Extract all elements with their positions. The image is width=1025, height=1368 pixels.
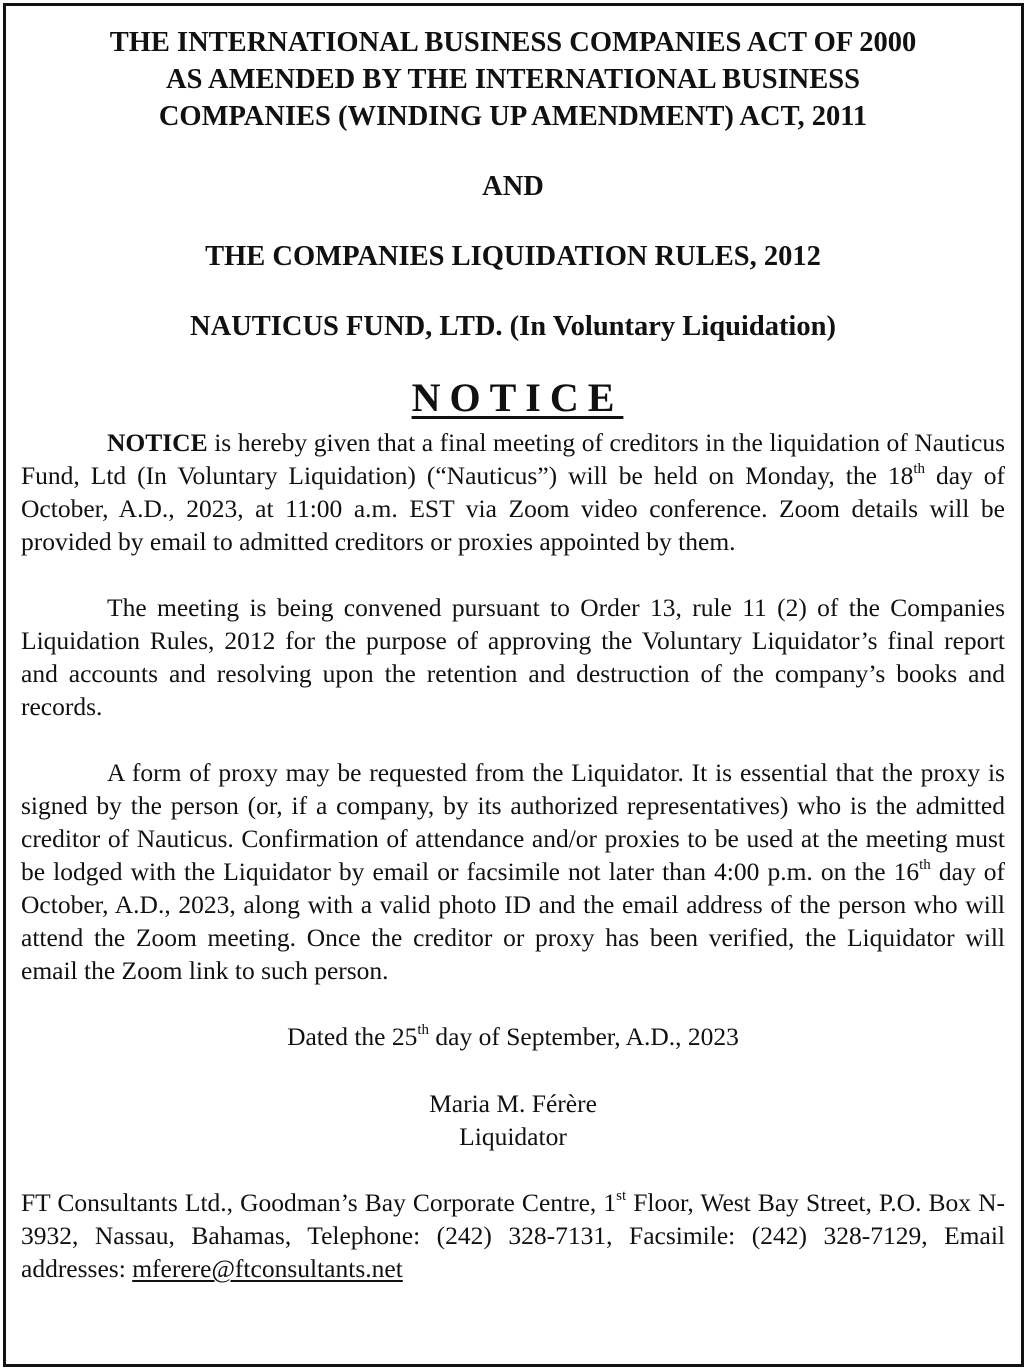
ordinal-suffix: th xyxy=(913,460,926,477)
notice-frame xyxy=(3,3,1024,1367)
act-title-line-3: COMPANIES (WINDING UP AMENDMENT) ACT, 2011 xyxy=(158,101,868,132)
ordinal-suffix: th xyxy=(919,856,931,873)
notice-title xyxy=(21,374,1005,422)
liquidator-name: Maria M. Férère xyxy=(429,1089,597,1118)
fund-heading: NAUTICUS FUND, LTD. (In Voluntary Liquidation) xyxy=(190,311,836,342)
paragraph-proxy xyxy=(21,756,1005,987)
paragraph-meeting-text-b: day of October, A.D., 2023, at 11:00 a.m. EST via Zoom video conference. Zoom details will be provided by email to admitted creditors or proxies appointed by them. xyxy=(21,461,1006,556)
paragraph-proxy-text-b: day of October, A.D., 2023, along with a valid photo ID and the email address of the person who will attend the Zoom meeting. Once the creditor or proxy has been verified, the Liquidator will email the Zoom link to such person. xyxy=(21,857,1006,985)
paragraph-meeting-text-a: is hereby given that a final meeting of creditors in the liquidation of Nauticus Fund, Ltd (In Voluntary Liquidation) (“Nauticus”) will be held on Monday, the 18 xyxy=(21,428,1005,490)
paragraph-purpose: The meeting is being convened pursuant to Order 13, rule 11 (2) of the Companies Liquidation Rules, 2012 for the purpose of approving the Voluntary Liquidator’s final report and accounts and resolving upon the retention and destruction of the company’s books and records. xyxy=(21,593,1005,721)
dated-line xyxy=(21,1020,1005,1053)
notice-title-text: NOTICE xyxy=(411,375,624,420)
dated-text-a: Dated the 25 xyxy=(287,1022,418,1051)
notice-lead-word: NOTICE xyxy=(107,428,208,457)
paragraph-proxy-text-a: A form of proxy may be requested from the Liquidator. It is essential that the proxy is signed by the person (or, if a company, by its authorized representatives) who is the admitted creditor of Nauticus. Confirmation of attendance and/or proxies to be used at the meeting must be lodged with the Liquidator by email or facsimile not later than 4:00 p.m. on the 16 xyxy=(21,758,1005,886)
and-heading: AND xyxy=(482,171,544,202)
liquidator-title: Liquidator xyxy=(459,1122,567,1151)
rules-heading: THE COMPANIES LIQUIDATION RULES, 2012 xyxy=(205,241,821,272)
contact-text-b: Floor, West Bay Street, P.O. Box N-3932, Nassau, Bahamas, Telephone: (242) 328-7131, Facsimile: (242) 328-7129, Email addresses: xyxy=(21,1188,1005,1283)
act-title-block xyxy=(21,24,1005,135)
ordinal-suffix: st xyxy=(616,1187,627,1204)
ordinal-suffix: th xyxy=(417,1021,430,1038)
paragraph-meeting xyxy=(21,426,1005,558)
act-title-line-1: THE INTERNATIONAL BUSINESS COMPANIES ACT OF 2000 xyxy=(109,27,917,58)
email-link[interactable]: mferere@ftconsultants.net xyxy=(132,1254,403,1283)
act-title-line-2: AS AMENDED BY THE INTERNATIONAL BUSINESS xyxy=(166,64,860,95)
contact-text-a: FT Consultants Ltd., Goodman’s Bay Corporate Centre, 1 xyxy=(21,1188,617,1217)
notice-page xyxy=(6,24,1021,1285)
contact-footer xyxy=(21,1186,1005,1285)
dated-text-b: day of September, A.D., 2023 xyxy=(429,1022,739,1051)
